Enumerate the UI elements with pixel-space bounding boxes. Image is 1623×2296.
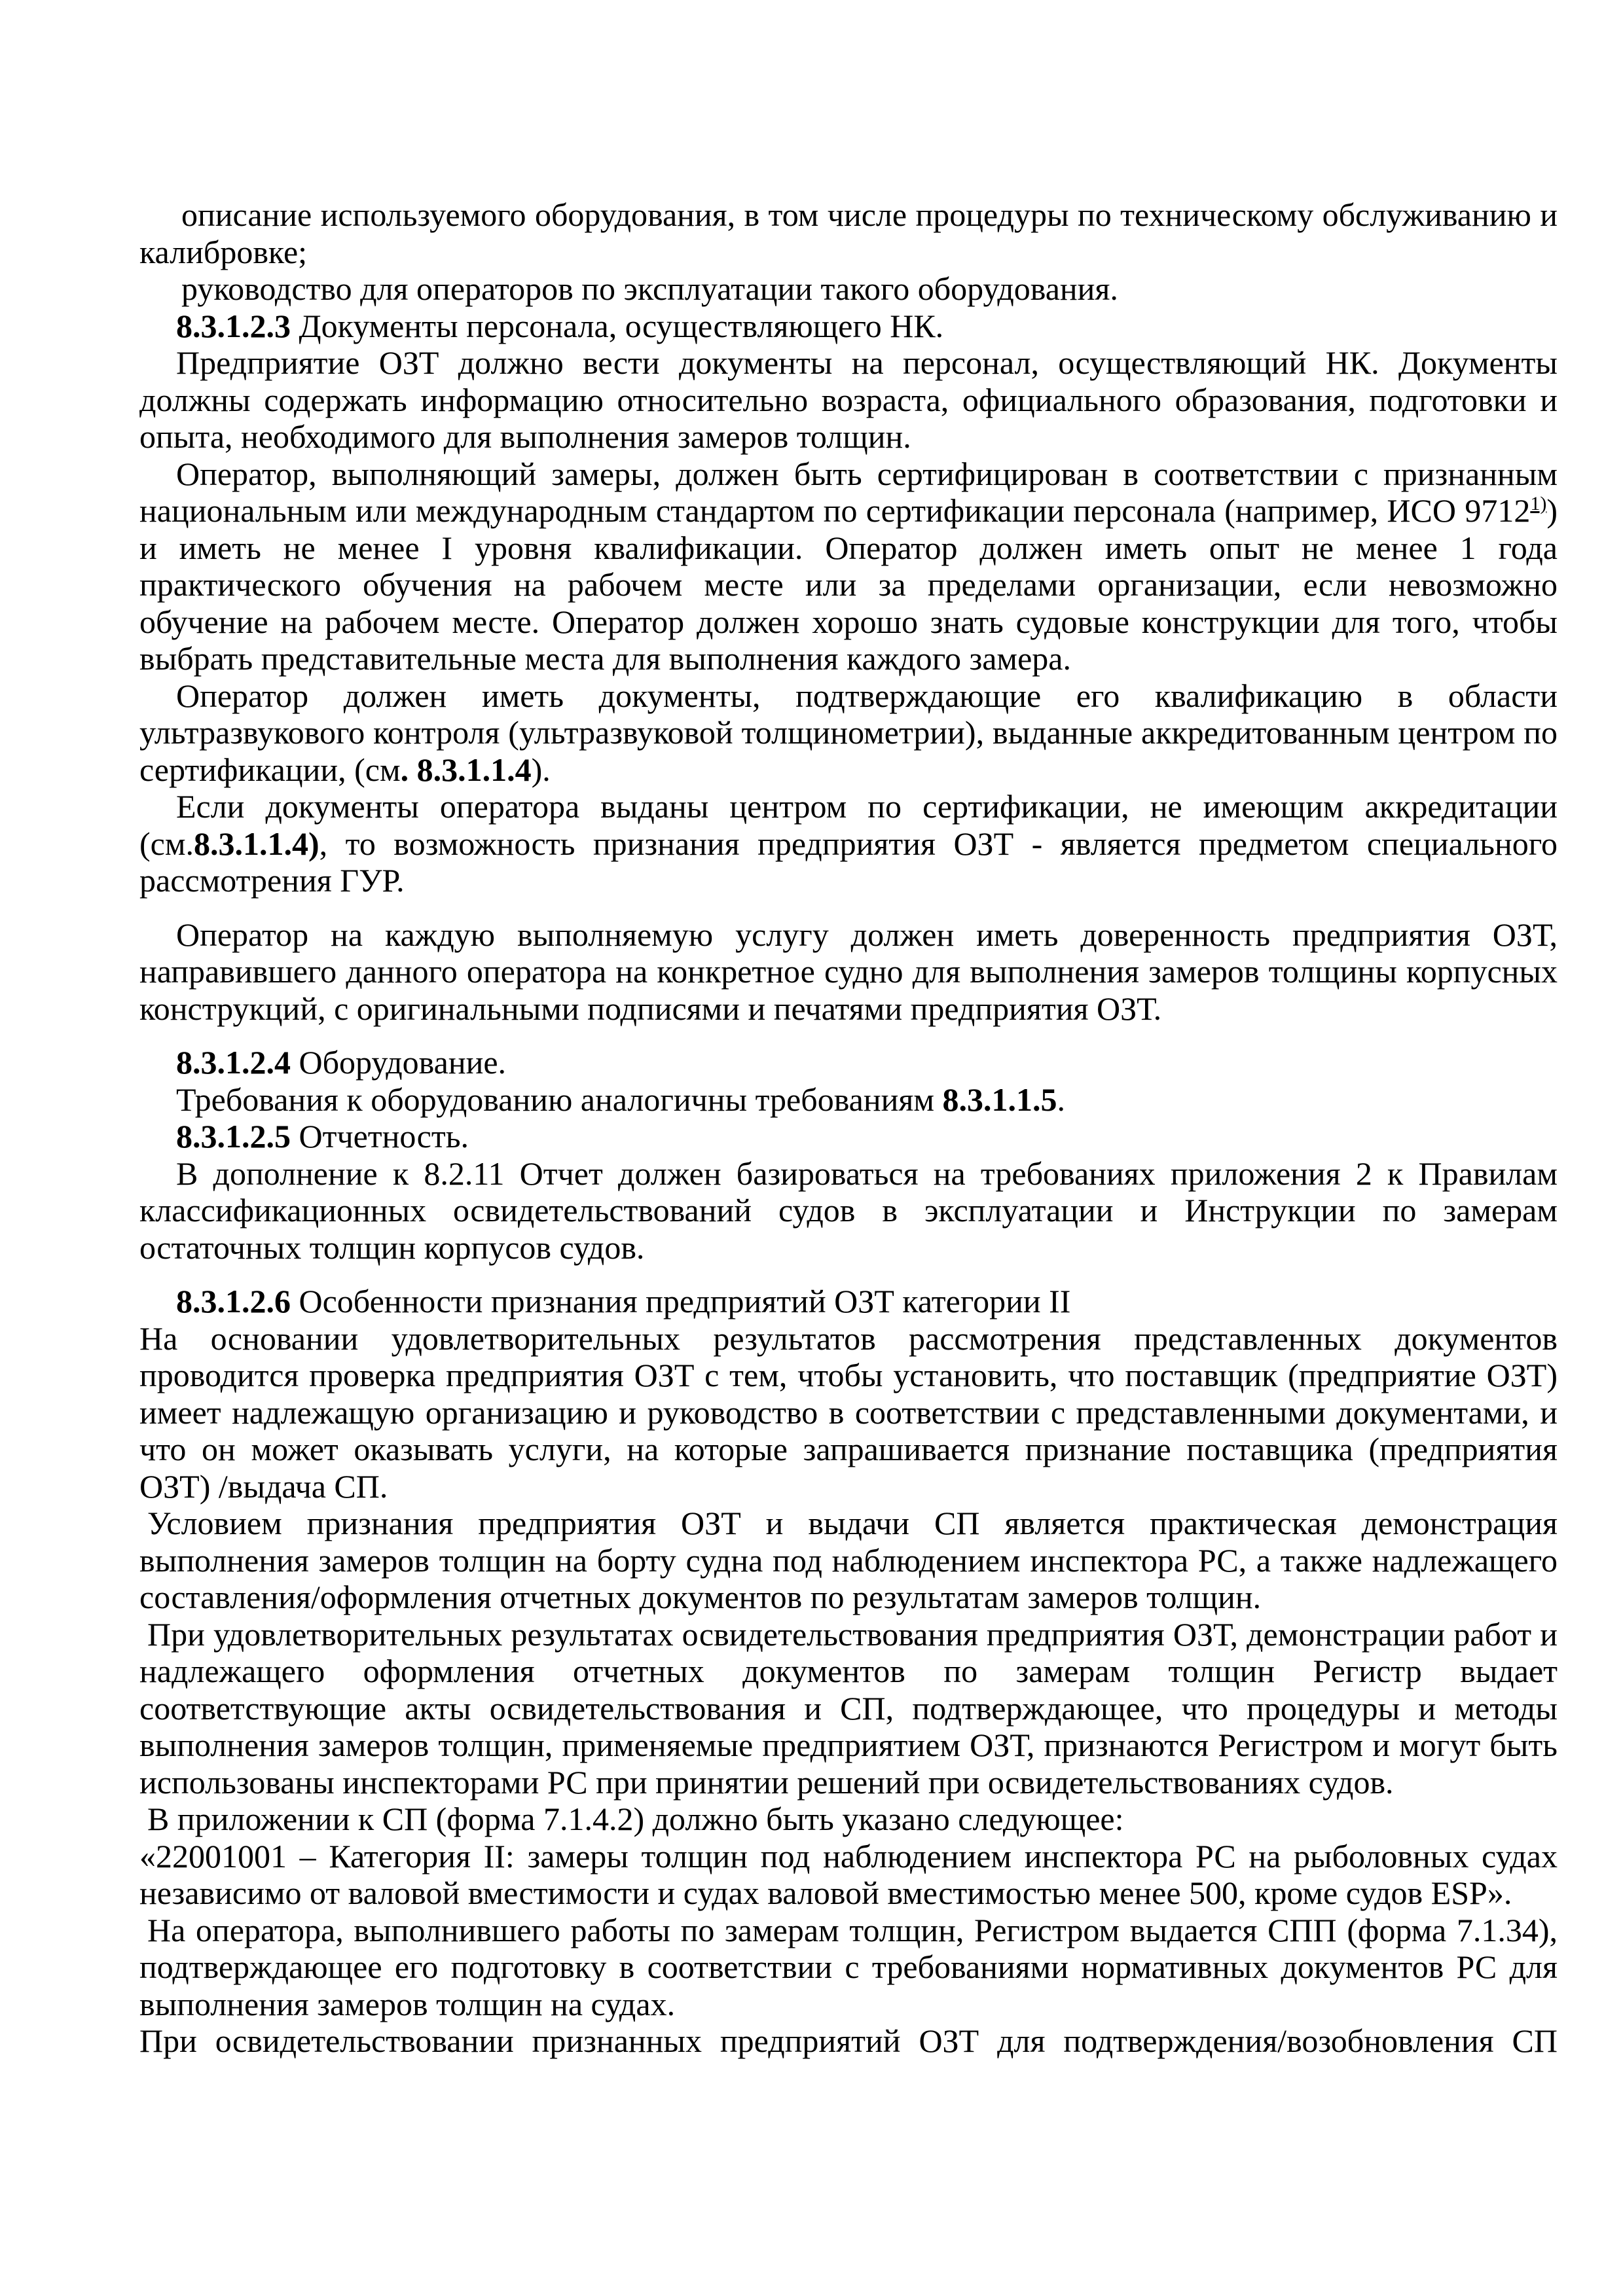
paragraph-text: ). bbox=[531, 751, 551, 788]
paragraph-text: Условием признания предприятия ОЗТ и выдачи СП является практическая демонстрация выполнения замеров толщин на борту судна под наблюдением инспектора РС, а также надлежащего составления/оформления отчетных документов по результатам замеров толщин. bbox=[139, 1505, 1558, 1615]
paragraph-operator-documents bbox=[139, 677, 1558, 789]
paragraph-operator-certificate bbox=[139, 1912, 1558, 2023]
paragraph-operator-guide bbox=[139, 270, 1558, 308]
section-heading-8-3-1-2-4 bbox=[139, 1044, 1558, 1081]
paragraph-satisfactory-results bbox=[139, 1616, 1558, 1801]
section-heading-8-3-1-2-5 bbox=[139, 1118, 1558, 1155]
section-number: 8.3.1.2.3 bbox=[176, 307, 291, 344]
paragraph-text: В приложении к СП (форма 7.1.4.2) должно быть указано следующее: bbox=[147, 1801, 1124, 1837]
section-title: Документы персонала, осуществляющего НК. bbox=[291, 307, 944, 344]
paragraph-category-code bbox=[139, 1838, 1558, 1912]
footnote-mark: 1) bbox=[1530, 493, 1547, 514]
section-title: Отчетность. bbox=[291, 1118, 469, 1155]
cross-reference: 8.3.1.1.4) bbox=[193, 825, 319, 862]
paragraph-text: На основании удовлетворительных результатов рассмотрения представленных документов проводится проверка предприятия ОЗТ с тем, чтобы установить, что поставщик (предприятие ОЗТ) имеет надлежащую организацию и руководство в соответствии с представленными документами, и что он может оказывать услуги, на которые запрашивается признание поставщика (предприятия ОЗТ) /выдача СП. bbox=[139, 1319, 1558, 1505]
paragraph-operator-certification bbox=[139, 456, 1558, 677]
paragraph-verification bbox=[139, 1320, 1558, 1505]
paragraph-text: Если документы оператора выданы центром по сертификации, не имеющим аккредитации (см. bbox=[139, 788, 1558, 862]
section-number: 8.3.1.2.6 bbox=[176, 1283, 291, 1319]
section-heading-8-3-1-2-6 bbox=[139, 1283, 1558, 1320]
section-number: 8.3.1.2.5 bbox=[176, 1118, 291, 1155]
paragraph-text: Оператор, выполняющий замеры, должен быть сертифицирован в соответствии с признанным национальным или международным стандартом по сертификации персонала (например, ИСО 9712 bbox=[139, 455, 1558, 529]
paragraph-recognition-condition bbox=[139, 1505, 1558, 1616]
paragraph-personnel-docs bbox=[139, 344, 1558, 456]
paragraph-reporting bbox=[139, 1155, 1558, 1266]
section-number: 8.3.1.2.4 bbox=[176, 1044, 291, 1081]
paragraph-equipment-requirements bbox=[139, 1081, 1558, 1119]
paragraph-text: . bbox=[1057, 1081, 1065, 1118]
section-heading-8-3-1-2-3 bbox=[139, 308, 1558, 345]
paragraph-text: Предприятие ОЗТ должно вести документы на персонал, осуществляющий НК. Документы должны содержать информацию относительно возраста, официального образования, подготовки и опыта, необходимого для выполнения замеров толщин. bbox=[139, 344, 1558, 455]
cross-reference: . 8.3.1.1.4 bbox=[400, 751, 532, 788]
paragraph-annex bbox=[139, 1801, 1558, 1838]
section-title: Особенности признания предприятий ОЗТ категории II bbox=[291, 1283, 1071, 1319]
paragraph-text: В дополнение к 8.2.11 Отчет должен базироваться на требованиях приложения 2 к Правилам классификационных освидетельствований судов в эксплуатации и Инструкции по замерам остаточных толщин корпусов судов. bbox=[139, 1155, 1558, 1266]
paragraph-text: При освидетельствовании признанных предприятий ОЗТ для подтверждения/возобновления СП bbox=[139, 2022, 1558, 2059]
paragraph-survey-renewal bbox=[139, 2022, 1558, 2060]
document-page bbox=[139, 196, 1558, 2060]
paragraph-text: При удовлетворительных результатах освидетельствования предприятия ОЗТ, демонстрации работ и надлежащего оформления отчетных документов по замерам толщин Регистр выдает соответствующие акты освидетельствования и СП, подтверждающее, что процедуры и методы выполнения замеров толщин, применяемые предприятием ОЗТ, признаются Регистром и могут быть использованы инспекторами РС при принятии решений при освидетельствованиях судов. bbox=[139, 1615, 1558, 1801]
paragraph-text: Требования к оборудованию аналогичны требованиям bbox=[176, 1081, 943, 1118]
paragraph-text: описание используемого оборудования, в том числе процедуры по техническому обслуживанию и калибровке; bbox=[139, 196, 1558, 270]
paragraph-text: Оператор на каждую выполняемую услугу должен иметь доверенность предприятия ОЗТ, направившего данного оператора на конкретное судно для выполнения замеров толщины корпусных конструкций, с оригинальными подписями и печатями предприятия ОЗТ. bbox=[139, 916, 1558, 1027]
paragraph-power-of-attorney bbox=[139, 916, 1558, 1028]
cross-reference: 8.3.1.1.5 bbox=[942, 1081, 1057, 1118]
paragraph-text: руководство для операторов по эксплуатации такого оборудования. bbox=[181, 270, 1118, 307]
paragraph-text: , то возможность признания предприятия ОЗТ - является предметом специального рассмотрения ГУР. bbox=[139, 825, 1558, 899]
paragraph-text: На оператора, выполнившего работы по замерам толщин, Регистром выдается СПП (форма 7.1.34), подтверждающее его подготовку в соответствии с требованиями нормативных документов РС для выполнения замеров толщин на судах. bbox=[139, 1911, 1558, 2022]
paragraph-equipment-description bbox=[139, 196, 1558, 270]
paragraph-text: Оператор должен иметь документы, подтверждающие его квалификацию в области ультразвукового контроля (ультразвуковой толщинометрии), выданные аккредитованным центром по сертификации, (см bbox=[139, 677, 1558, 788]
paragraph-non-accredited bbox=[139, 788, 1558, 899]
paragraph-text: «22001001 – Категория II: замеры толщин под наблюдением инспектора РС на рыболовных судах независимо от валовой вместимости и судах валовой вместимостью менее 500, кроме судов ESP». bbox=[139, 1837, 1558, 1911]
paragraph-text: ) и иметь не менее I уровня квалификации. Оператор должен иметь опыт не менее 1 года практического обучения на рабочем месте или за пределами организации, если невозможно обучение на рабочем месте. Оператор должен хорошо знать судовые конструкции для того, чтобы выбрать представительные места для выполнения каждого замера. bbox=[139, 492, 1558, 677]
section-title: Оборудование. bbox=[291, 1044, 507, 1081]
